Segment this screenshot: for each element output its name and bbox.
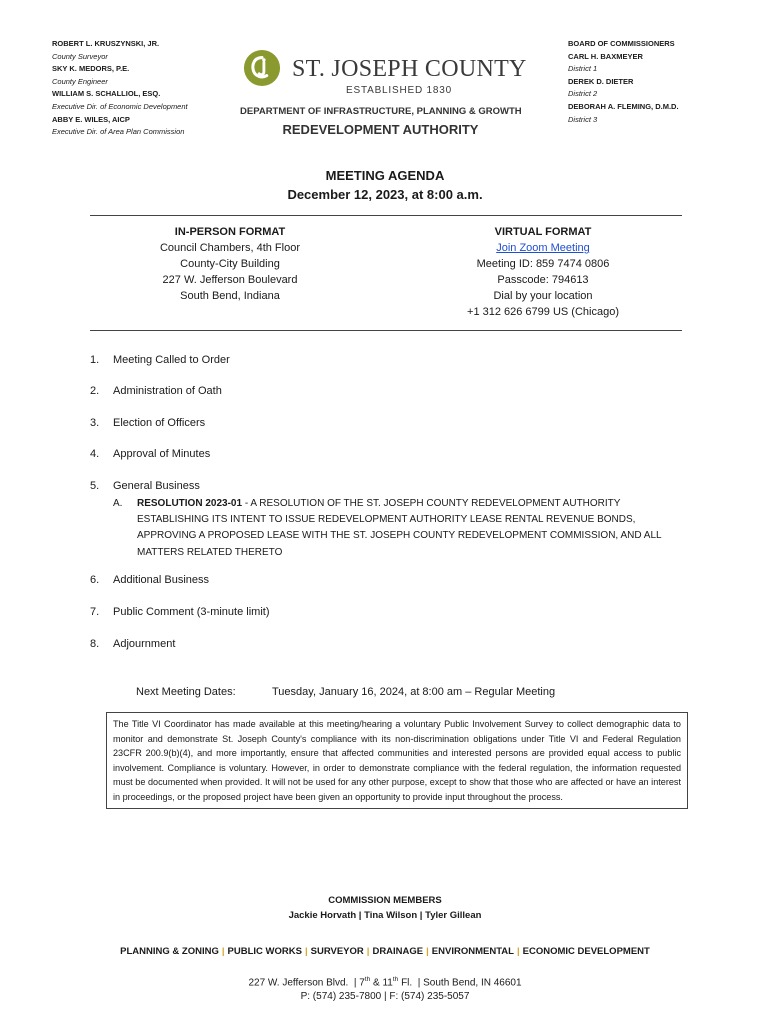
item-text: Public Comment (3-minute limit) <box>113 606 270 618</box>
footer-dept: SURVEYOR <box>310 946 364 957</box>
commissioner-name: CARL H. BAXMEYER <box>568 51 643 61</box>
official-name: WILLIAM S. SCHALLIOL, ESQ. <box>52 89 161 99</box>
item-text: Adjournment <box>113 638 176 650</box>
commissioner-district: District 3 <box>568 114 598 124</box>
title-vi-notice: The Title VI Coordinator has made available at this meeting/hearing a voluntary Public Involvement Survey to collect demographic data to monitor and demonstrate St. Joseph County's compliance with its non-discrimination obligations under Title VI and Federal Regulation 23CFR 200.9(b)(4), and more importantly, ensure that affected communities and interested persons are provided equal access to public involvement. Compliance is voluntary. However, in order to demonstrate compliance with the federal regulation, the information requested must be documented when provided. It will not be used for any other purpose, except to show that those who are affected or have an interest in proceedings, or the proposed project have been given an opportunity to provide input throughout the process. <box>106 712 688 809</box>
address-floor-b: 11 <box>382 977 393 989</box>
resolution-text: - A RESOLUTION OF THE ST. JOSEPH COUNTY REDEVELOPMENT AUTHORITY ESTABLISHING ITS INTENT TO ISSUE REDEVELOPMENT AUTHORITY LEASE RENTAL REVENUE BONDS, APPROVING A PROPOSED LEASE WITH THE ST. JOSEPH COUNTY REDEVELOPMENT COMMISSION, AND ALL MATTERS RELATED THERETO <box>137 498 662 558</box>
address-floor-a-suffix: th <box>364 976 371 983</box>
official-name: SKY K. MEDORS, P.E. <box>52 64 130 74</box>
item-number: 3. <box>90 417 100 429</box>
footer-dept: PUBLIC WORKS <box>227 946 302 957</box>
item-text: General Business <box>113 480 200 492</box>
official-title: County Surveyor <box>52 51 108 61</box>
item-text: Approval of Minutes <box>113 448 211 460</box>
commission-members: Jackie Horvath | Tina Wilson | Tyler Gillean <box>288 910 482 921</box>
footer-departments <box>0 946 770 957</box>
board-of-commissioners <box>568 38 738 126</box>
address-city: South Bend, IN 46601 <box>423 977 522 989</box>
commissioner-name: DEBORAH A. FLEMING, D.M.D. <box>568 101 679 111</box>
established-text: ESTABLISHED 1830 <box>346 85 452 96</box>
county-seal-icon <box>243 49 281 87</box>
sub-item-body <box>137 496 683 561</box>
virtual-line: +1 312 626 6799 US (Chicago) <box>467 306 619 318</box>
resolution-number: RESOLUTION 2023-01 <box>137 498 243 509</box>
item-number: 2. <box>90 385 100 397</box>
official-name: ABBY E. WILES, AICP <box>52 114 130 124</box>
agenda-item <box>90 354 230 366</box>
item-number: 5. <box>90 480 100 492</box>
in-person-format <box>130 224 330 304</box>
item-number: 1. <box>90 354 100 366</box>
next-meeting-label: Next Meeting Dates: <box>136 686 236 698</box>
in-person-heading: IN-PERSON FORMAT <box>174 226 286 238</box>
county-brand-name: ST. JOSEPH COUNTY <box>292 56 527 82</box>
item-text: Additional Business <box>113 574 210 586</box>
agenda-title: MEETING AGENDA <box>325 168 445 183</box>
virtual-heading: VIRTUAL FORMAT <box>494 226 592 238</box>
footer-dept: DRAINAGE <box>372 946 424 957</box>
item-number: 4. <box>90 448 100 460</box>
virtual-line: Dial by your location <box>493 290 593 302</box>
in-person-line: South Bend, Indiana <box>180 290 280 302</box>
address-amp: & <box>373 977 380 989</box>
agenda-item <box>90 385 222 397</box>
footer-separator: | <box>516 946 520 957</box>
agenda-item <box>90 638 175 650</box>
item-text: Election of Officers <box>113 417 206 429</box>
virtual-format <box>433 224 653 320</box>
header-left-officials <box>52 38 252 139</box>
sub-item-letter: A. <box>113 498 123 509</box>
commissioner-district: District 2 <box>568 89 598 99</box>
footer-separator: | <box>221 946 225 957</box>
address-floor-word: Fl. <box>401 977 413 989</box>
item-text: Meeting Called to Order <box>113 354 230 366</box>
agenda-item <box>90 606 269 618</box>
resolution-sub-item <box>113 496 683 561</box>
commission-heading: COMMISSION MEMBERS <box>328 895 442 906</box>
department-name: DEPARTMENT OF INFRASTRUCTURE, PLANNING & GROWTH <box>240 106 522 117</box>
footer-dept: PLANNING & ZONING <box>120 946 219 957</box>
next-meeting-value: Tuesday, January 16, 2024, at 8:00 am – Regular Meeting <box>272 686 556 698</box>
authority-name: REDEVELOPMENT AUTHORITY <box>282 122 479 137</box>
board-heading: BOARD OF COMMISSIONERS <box>568 39 675 48</box>
item-text: Administration of Oath <box>113 385 222 397</box>
zoom-meeting-link[interactable]: Join Zoom Meeting <box>496 242 590 254</box>
in-person-line: Council Chambers, 4th Floor <box>159 242 300 254</box>
footer-address: 227 W. Jefferson Blvd. | 7th & 11th Fl. | South Bend, IN 46601 <box>248 976 522 989</box>
agenda-item <box>90 480 200 492</box>
agenda-date: December 12, 2023, at 8:00 a.m. <box>287 187 483 202</box>
footer-separator: | <box>304 946 308 957</box>
virtual-line: Meeting ID: 859 7474 0806 <box>476 258 610 270</box>
official-title: Executive Dir. of Economic Development <box>52 101 188 111</box>
footer-dept: ENVIRONMENTAL <box>431 946 514 957</box>
official-title: Executive Dir. of Area Plan Commission <box>52 127 185 137</box>
footer-dept: ECONOMIC DEVELOPMENT <box>522 946 650 957</box>
item-number: 7. <box>90 606 100 618</box>
footer-phones: P: (574) 235-7800 | F: (574) 235-5057 <box>300 991 470 1002</box>
official-title: County Engineer <box>52 76 108 86</box>
footer-separator: | <box>366 946 370 957</box>
in-person-line: 227 W. Jefferson Boulevard <box>162 274 298 286</box>
address-street: 227 W. Jefferson Blvd. <box>248 977 349 989</box>
agenda-item <box>90 417 205 429</box>
divider-top <box>90 215 682 216</box>
virtual-line: Passcode: 794613 <box>497 274 589 286</box>
agenda-item <box>90 574 209 586</box>
address-floor-a: 7 <box>359 977 365 989</box>
in-person-line: County-City Building <box>180 258 280 270</box>
item-number: 6. <box>90 574 100 586</box>
footer-separator: | <box>426 946 429 957</box>
commissioner-district: District 1 <box>568 64 598 74</box>
agenda-item <box>90 448 210 460</box>
address-floor-b-suffix: th <box>392 976 399 983</box>
official-name: ROBERT L. KRUSZYNSKI, JR. <box>52 39 160 48</box>
item-number: 8. <box>90 638 100 650</box>
commissioner-name: DEREK D. DIETER <box>568 76 634 86</box>
divider-bottom <box>90 330 682 331</box>
